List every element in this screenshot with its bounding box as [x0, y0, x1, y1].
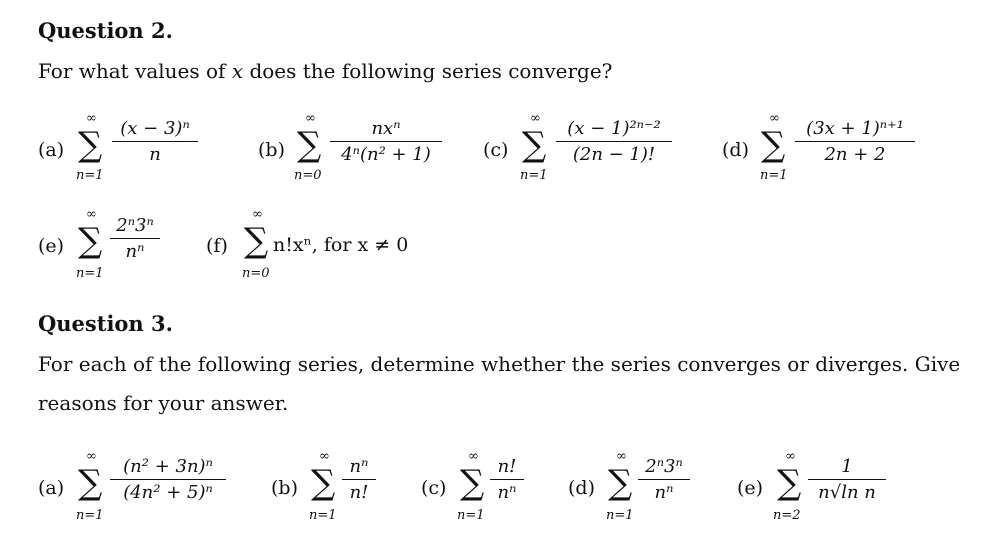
q2-d-sigma-icon: ∑	[761, 125, 786, 165]
fraction-bar	[638, 479, 690, 480]
q2-d-fraction	[795, 118, 915, 165]
q3-a-fraction	[110, 456, 226, 503]
fraction-bar	[556, 141, 672, 142]
q2-a-sigma-icon: ∑	[78, 125, 103, 165]
q2-c-fraction	[556, 118, 672, 165]
q2-a-label: (a)	[38, 139, 65, 161]
q3-e-denominator: n√ln n	[818, 482, 876, 503]
q2-d-numerator: (3x + 1)ⁿ⁺¹	[806, 118, 904, 139]
question-3-prompt-line-1: For each of the following series, determine whether the series converges or diverges. Give	[38, 352, 961, 376]
q2-b-denominator: 4ⁿ(n² + 1)	[341, 144, 431, 165]
q3-a-upper: ∞	[86, 449, 97, 464]
q2-e-fraction	[110, 215, 160, 262]
q2-f-lower: n=0	[242, 266, 270, 281]
q3-a-numerator: (n² + 3n)ⁿ	[123, 456, 213, 477]
q2-b-fraction	[330, 118, 442, 165]
q2-e-sigma-icon: ∑	[78, 221, 103, 261]
q2-f-sigma-icon: ∑	[244, 221, 269, 261]
q3-e-numerator: 1	[841, 456, 853, 477]
q2-e-upper: ∞	[86, 207, 97, 222]
q3-b-lower: n=1	[309, 508, 337, 523]
q3-d-upper: ∞	[616, 449, 627, 464]
q2-b-lower: n=0	[294, 168, 322, 183]
fraction-bar	[110, 238, 160, 239]
q2-b-upper: ∞	[305, 111, 316, 126]
fraction-bar	[110, 479, 226, 480]
q3-b-upper: ∞	[319, 449, 330, 464]
q3-c-label: (c)	[421, 477, 447, 499]
q2-a-upper: ∞	[86, 111, 97, 126]
q2-f-expression: n!xⁿ, for x ≠ 0	[273, 234, 409, 256]
q2-d-label: (d)	[722, 139, 749, 161]
fraction-bar	[112, 141, 198, 142]
q2-d-upper: ∞	[769, 111, 780, 126]
q3-d-fraction	[638, 456, 690, 503]
q2-a-denominator: n	[149, 144, 161, 165]
q2-c-numerator: (x − 1)²ⁿ⁻²	[567, 118, 661, 139]
question-2-prompt	[38, 59, 612, 83]
q3-b-sigma-icon: ∑	[311, 463, 336, 503]
q2-b-label: (b)	[258, 139, 285, 161]
q2-c-denominator: (2n − 1)!	[572, 144, 656, 165]
q3-a-label: (a)	[38, 477, 65, 499]
q3-c-numerator: n!	[497, 456, 517, 477]
prompt-pre: For what values of	[38, 59, 232, 83]
q3-d-lower: n=1	[606, 508, 634, 523]
fraction-bar	[490, 479, 524, 480]
q2-c-sigma-icon: ∑	[522, 125, 547, 165]
q2-e-numerator: 2ⁿ3ⁿ	[116, 215, 154, 236]
q2-a-fraction	[112, 118, 198, 165]
q3-e-upper: ∞	[785, 449, 796, 464]
q3-d-sigma-icon: ∑	[608, 463, 633, 503]
fraction-bar	[330, 141, 442, 142]
q2-a-numerator: (x − 3)ⁿ	[120, 118, 190, 139]
q2-b-numerator: nxⁿ	[371, 118, 401, 139]
q3-b-label: (b)	[271, 477, 298, 499]
q2-f-label: (f)	[206, 235, 228, 257]
q2-c-upper: ∞	[530, 111, 541, 126]
q2-c-label: (c)	[483, 139, 509, 161]
q3-e-lower: n=2	[773, 508, 801, 523]
q2-c-lower: n=1	[520, 168, 548, 183]
q2-e-lower: n=1	[76, 266, 104, 281]
q2-d-lower: n=1	[760, 168, 788, 183]
q2-b-sigma-icon: ∑	[297, 125, 322, 165]
q3-c-denominator: nⁿ	[497, 482, 517, 503]
q3-e-label: (e)	[737, 477, 764, 499]
q3-a-lower: n=1	[76, 508, 104, 523]
q3-a-sigma-icon: ∑	[78, 463, 103, 503]
q3-e-sigma-icon: ∑	[777, 463, 802, 503]
q3-c-upper: ∞	[468, 449, 479, 464]
question-2-title: Question 2.	[38, 18, 173, 43]
q3-b-denominator: n!	[349, 482, 369, 503]
fraction-bar	[795, 141, 915, 142]
fraction-bar	[342, 479, 376, 480]
q2-d-denominator: 2n + 2	[824, 144, 886, 165]
prompt-var: x	[231, 59, 244, 83]
q3-c-sigma-icon: ∑	[460, 463, 485, 503]
q3-c-fraction	[490, 456, 524, 503]
q3-d-label: (d)	[568, 477, 595, 499]
q3-e-fraction	[808, 456, 886, 503]
question-3-title: Question 3.	[38, 311, 173, 336]
q2-e-label: (e)	[38, 235, 65, 257]
q3-b-numerator: nⁿ	[349, 456, 369, 477]
q3-d-numerator: 2ⁿ3ⁿ	[645, 456, 683, 477]
q2-e-denominator: nⁿ	[125, 241, 145, 262]
q2-f-upper: ∞	[252, 207, 263, 222]
question-3-prompt-line-2: reasons for your answer.	[38, 391, 289, 415]
q3-d-denominator: nⁿ	[654, 482, 674, 503]
prompt-post: does the following series converge?	[243, 59, 613, 83]
q3-a-denominator: (4n² + 5)ⁿ	[123, 482, 213, 503]
fraction-bar	[808, 479, 886, 480]
q3-c-lower: n=1	[457, 508, 485, 523]
q3-b-fraction	[342, 456, 376, 503]
q2-a-lower: n=1	[76, 168, 104, 183]
